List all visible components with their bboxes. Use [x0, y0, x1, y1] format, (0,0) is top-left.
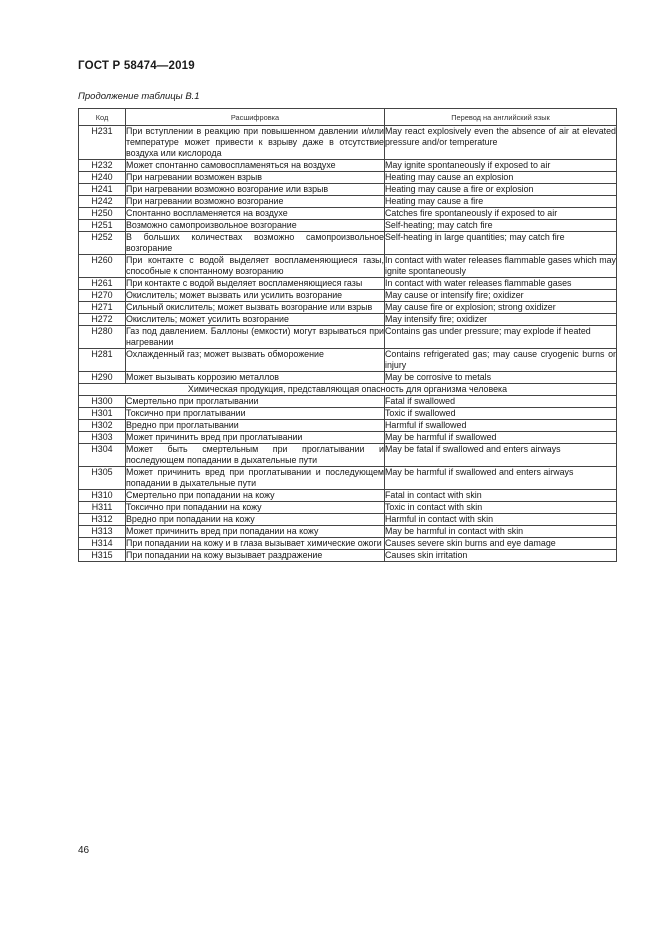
- en-translation-cell: May be harmful if swallowed: [385, 432, 617, 444]
- en-translation-cell: Heating may cause a fire: [385, 196, 617, 208]
- en-translation-cell: Heating may cause a fire or explosion: [385, 184, 617, 196]
- en-translation-cell: Causes severe skin burns and eye damage: [385, 538, 617, 550]
- table-row: [79, 372, 617, 384]
- ru-description-cell: Смертельно при попадании на кожу: [126, 490, 385, 502]
- code-cell: H232: [79, 160, 126, 172]
- en-translation-cell: May ignite spontaneously if exposed to air: [385, 160, 617, 172]
- health-hazards-body: [79, 396, 617, 562]
- table-row: [79, 514, 617, 526]
- code-cell: H311: [79, 502, 126, 514]
- ru-description-cell: Может причинить вред при проглатывании и последующем попадании в дыхательные пути: [126, 467, 384, 488]
- code-cell: H260: [79, 255, 126, 278]
- ru-description-cell: Охлажденный газ; может вызвать обморожение: [126, 349, 385, 372]
- code-cell: H252: [79, 232, 126, 255]
- table-row: [79, 550, 617, 562]
- table-row: [79, 326, 617, 349]
- en-translation-cell: In contact with water releases flammable gases which may ignite spontaneously: [385, 255, 616, 276]
- code-cell: H313: [79, 526, 126, 538]
- code-cell: H302: [79, 420, 126, 432]
- en-translation-cell: Fatal in contact with skin: [385, 490, 617, 502]
- en-translation-cell: May be corrosive to metals: [385, 372, 617, 384]
- en-translation-cell: Causes skin irritation: [385, 550, 617, 562]
- table-row: [79, 172, 617, 184]
- en-translation-cell: May react explosively even the absence of air at elevated pressure and/or temperature: [385, 126, 617, 160]
- ru-description-cell: Спонтанно воспламеняется на воздухе: [126, 208, 385, 220]
- health-section-body: [79, 384, 617, 396]
- code-cell: H242: [79, 196, 126, 208]
- code-cell: H290: [79, 372, 126, 384]
- en-translation-cell: Harmful if swallowed: [385, 420, 617, 432]
- en-translation-cell: Toxic in contact with skin: [385, 502, 617, 514]
- ru-description-cell: При нагревании возможно возгорание: [126, 196, 385, 208]
- table-row: [79, 467, 617, 490]
- table-row: [79, 420, 617, 432]
- table-row: [79, 526, 617, 538]
- code-cell: H310: [79, 490, 126, 502]
- ru-description-cell: Окислитель; может усилить возгорание: [126, 314, 385, 326]
- page-number: 46: [78, 845, 90, 856]
- en-translation-cell: May intensify fire; oxidizer: [385, 314, 617, 326]
- column-header-ru: Расшифровка: [126, 109, 385, 126]
- physical-hazards-body: [79, 126, 617, 384]
- ru-description-cell: При нагревании возможен взрыв: [126, 172, 385, 184]
- code-cell: H315: [79, 550, 126, 562]
- en-translation-cell: Fatal if swallowed: [385, 396, 617, 408]
- code-cell: H240: [79, 172, 126, 184]
- code-cell: H241: [79, 184, 126, 196]
- en-translation-cell: Self-heating in large quantities; may catch fire: [385, 232, 617, 255]
- document-code: ГОСТ Р 58474—2019: [78, 60, 195, 72]
- table-row: [79, 444, 617, 467]
- table-row: [79, 278, 617, 290]
- ru-description-cell: Газ под давлением. Баллоны (емкости) могут взрываться при нагревании: [126, 326, 384, 347]
- en-translation-cell: Self-heating; may catch fire: [385, 220, 617, 232]
- ru-description-cell: В больших количествах возможно самопроизвольное возгорание: [126, 232, 384, 253]
- table-row: [79, 396, 617, 408]
- column-header-code: Код: [79, 109, 126, 126]
- code-cell: H301: [79, 408, 126, 420]
- code-cell: H281: [79, 349, 126, 372]
- table-row: [79, 432, 617, 444]
- code-cell: H231: [79, 126, 126, 160]
- section-title-health: Химическая продукция, представляющая опасность для организма человека: [79, 384, 617, 396]
- ru-description-cell: При нагревании возможно возгорание или взрыв: [126, 184, 385, 196]
- code-cell: H305: [79, 467, 126, 490]
- ru-description-cell: Вредно при попадании на кожу: [126, 514, 385, 526]
- ru-description-cell: При контакте с водой выделяет воспламеняющиеся газы, способные к спонтанному возгоранию: [126, 255, 384, 276]
- en-translation-cell: Catches fire spontaneously if exposed to air: [385, 208, 617, 220]
- code-cell: H251: [79, 220, 126, 232]
- ru-description-cell: При контакте с водой выделяет воспламеняющиеся газы: [126, 278, 385, 290]
- en-translation-cell: Harmful in contact with skin: [385, 514, 617, 526]
- en-translation-cell: May cause fire or explosion; strong oxidizer: [385, 302, 617, 314]
- table-row: [79, 196, 617, 208]
- en-translation-cell: Contains refrigerated gas; may cause cryogenic burns or injury: [385, 349, 616, 370]
- table-row: [79, 220, 617, 232]
- ru-description-cell: При попадании на кожу и в глаза вызывает химические ожоги: [126, 538, 385, 550]
- table-row: [79, 314, 617, 326]
- table-row: [79, 160, 617, 172]
- table-row: [79, 290, 617, 302]
- section-row: [79, 384, 617, 396]
- table-row: [79, 302, 617, 314]
- table-row: [79, 184, 617, 196]
- code-cell: H314: [79, 538, 126, 550]
- ru-description-cell: Смертельно при проглатывании: [126, 396, 385, 408]
- ru-description-cell: При попадании на кожу вызывает раздражение: [126, 550, 385, 562]
- table-row: [79, 538, 617, 550]
- ru-description-cell: Может спонтанно самовоспламеняться на воздухе: [126, 160, 385, 172]
- ru-description-cell: Токсично при попадании на кожу: [126, 502, 385, 514]
- ru-description-cell: Может вызывать коррозию металлов: [126, 372, 385, 384]
- ru-description-cell: Вредно при проглатывании: [126, 420, 385, 432]
- table-row: [79, 232, 617, 255]
- code-cell: H312: [79, 514, 126, 526]
- column-header-en: Перевод на английский язык: [385, 109, 617, 126]
- hazard-codes-table: [78, 108, 617, 562]
- en-translation-cell: Heating may cause an explosion: [385, 172, 617, 184]
- table-row: [79, 349, 617, 372]
- code-cell: H303: [79, 432, 126, 444]
- table-row: [79, 255, 617, 278]
- table-row: [79, 126, 617, 160]
- ru-description-cell: Может причинить вред при попадании на кожу: [126, 526, 385, 538]
- table-row: [79, 490, 617, 502]
- code-cell: H280: [79, 326, 126, 349]
- en-translation-cell: May cause or intensify fire; oxidizer: [385, 290, 617, 302]
- en-translation-cell: May be harmful in contact with skin: [385, 526, 617, 538]
- code-cell: H300: [79, 396, 126, 408]
- ru-description-cell: Может причинить вред при проглатывании: [126, 432, 385, 444]
- ru-description-cell: Сильный окислитель; может вызвать возгорание или взрыв: [126, 302, 385, 314]
- table-header-row: [79, 109, 617, 126]
- code-cell: H271: [79, 302, 126, 314]
- en-translation-cell: May be harmful if swallowed and enters airways: [385, 467, 617, 490]
- en-translation-cell: Contains gas under pressure; may explode if heated: [385, 326, 617, 349]
- ru-description-cell: Токсично при проглатывании: [126, 408, 385, 420]
- ru-description-cell: При вступлении в реакцию при повышенном давлении и/или температуре может привести к взрыву даже в отсутствие воздуха или кислорода: [126, 126, 384, 158]
- code-cell: H304: [79, 444, 126, 467]
- code-cell: H272: [79, 314, 126, 326]
- en-translation-cell: Toxic if swallowed: [385, 408, 617, 420]
- ru-description-cell: Возможно самопроизвольное возгорание: [126, 220, 385, 232]
- en-translation-cell: In contact with water releases flammable gases: [385, 278, 617, 290]
- ru-description-cell: Может быть смертельным при проглатывании и последующем попадании в дыхательные пути: [126, 444, 384, 465]
- table-row: [79, 208, 617, 220]
- table-row: [79, 408, 617, 420]
- code-cell: H261: [79, 278, 126, 290]
- en-translation-cell: May be fatal if swallowed and enters airways: [385, 444, 617, 467]
- code-cell: H250: [79, 208, 126, 220]
- code-cell: H270: [79, 290, 126, 302]
- ru-description-cell: Окислитель; может вызвать или усилить возгорание: [126, 290, 385, 302]
- table-caption: Продолжение таблицы В.1: [78, 91, 200, 102]
- table-row: [79, 502, 617, 514]
